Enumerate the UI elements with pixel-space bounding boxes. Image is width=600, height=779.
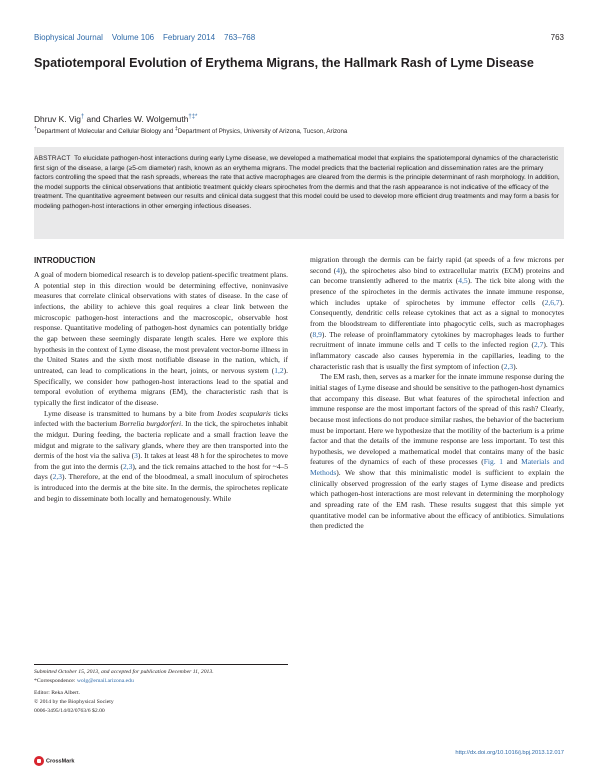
abstract-text: To elucidate pathogen-host interactions during early Lyme disease, we developed a mathematical model that explains the spatiotemporal dynamics of the characteristic first sign of the disease, a large (≥5-cm diameter) rash, known as an erythema migrans. The model predicts that the bacterial replication and dissemination rates are the primary factors controlling the speed that the rash spreads, whereas the rate that active macrophages are cleared from the dermis is the principle determinant of rash morphology. In addition, the model supports the clinical observations that antibiotic treatment quickly clears spirochetes from the dermis and that the rash appearance is not indicative of the efficacy of the treatment. The quantitative agreement between our results and clinical data suggest that this model could be used to develop more efficient drug treatments and may form a basis for modeling pathogen-host interactions in other emerging infectious diseases. (34, 155, 560, 210)
journal-volume: Volume 106 (111, 33, 155, 42)
author-affiliation-marker[interactable]: †‡* (188, 114, 198, 121)
page-number: 763 (550, 33, 564, 42)
doi-link[interactable]: http://dx.doi.org/10.1016/j.bpj.2013.12.017 (455, 750, 564, 756)
abstract-box (34, 147, 564, 239)
left-column (34, 270, 288, 504)
footnote-divider (34, 664, 288, 665)
submission-dates: Submitted October 15, 2013, and accepted for publication December 11, 2013. (34, 669, 214, 675)
author-name: Charles W. Wolgemuth (102, 114, 189, 124)
species-name: Borrelia burgdorferi (119, 419, 182, 429)
body-paragraph: A goal of modern biomedical research is to develop patient-specific treatment plans. A potential step in this direction would be determining effective, noninvasive measures that correlate clinical observations with states of disease. In the case of infections, the ability to achieve this goal requires a clear link between the microscopic pathogen-host interactions and the macroscopic, observable host response. Quantitative modeling of pathogen-host dynamics can potentially bridge the gap between these seemingly disparate length scales. Here we explore this hypothesis in the context of Lyme disease, the most prevalent vector-borne illness in the United States and the sixth most notifiable disease in the nation, which, if untreated, can lead to complications in the heart, joints, or nervous system (1,2). Specifically, we consider how pathogen-host interactions lead to the spatial and temporal evolution of erythema migrans (EM), the characteristic rash that is typically the first indicator of the disease. (34, 270, 288, 407)
affiliation-marker: ‡ (175, 126, 178, 132)
author-list (34, 114, 564, 124)
journal-pages: 763–768 (224, 33, 256, 42)
affiliation-text: Department of Physics, University of Arizona, Tucson, Arizona (177, 128, 348, 136)
citation-link[interactable]: 4,5 (458, 276, 468, 286)
author-affiliation-marker[interactable]: † (80, 114, 85, 121)
citation-link[interactable]: 2,3 (503, 361, 514, 371)
footnotes (34, 668, 288, 716)
crossmark-badge[interactable] (34, 756, 104, 766)
affiliation-text: Department of Molecular and Cellular Biology and (36, 128, 176, 136)
citation-link[interactable]: 2,3 (122, 461, 133, 471)
body-paragraph: migration through the dermis can be fairly rapid (at speeds of a few microns per second (4)), the spirochetes also bind to extracellular matrix (ECM) proteins and can become transiently adhered to the matrix (4,5). The tick bite along with the presence of the spirochetes in the dermis activates the innate immune response, which includes uptake of spirochetes by immune effector cells (2,6,7). Consequently, dendritic cells release cytokines that act as a signal to monocytes from the bloodstream to differentiate into phagocytic cells, such as macrophages (8,9). The release of proinflammatory cytokines by macrophages leads to further recruitment of innate immune cells and T cells to the infected region (2,7). This inflammatory cascade also causes hyperemia in the capillaries, leading to the characteristic rash that is usually the first symptom of infection (2,3). (310, 255, 565, 371)
email-link[interactable]: wolg@email.arizona.edu (76, 678, 134, 684)
body-paragraph: The EM rash, then, serves as a marker for the innate immune response during the initial stages of Lyme disease and should be sensitive to the pathogen-host dynamics that accompany this disease. But what features of the spirochetal infection and immune response are the most important factors of the spread of this rash? Clearly, because most infections do not produce similar rashes, the behavior of the bacterium must be important. Here we hypothesize that the motility of the bacterium is a prime factor and that the details of the immune response are less important. To test this hypothesis, we developed a mathematical model that contains many of the basic features of the dynamics of each of these processes (Fig. 1 and Materials and Methods). We show that this minimalistic model is sufficient to explain the clinically observed progression of the early stages of Lyme disease and predicts which pathogen-host interactions are most relevant in determining the morphology and spreading rate of the EM rash. These results suggest that this simple yet quantitative model can be informative about the efficacy of antibiotics. Simulations then predicted the (310, 372, 564, 531)
issn-line: 0006-3495/14/02/0763/6 $2.00 (34, 708, 105, 714)
crossmark-label: CrossMark (46, 758, 75, 765)
abstract-label: ABSTRACT (34, 155, 71, 162)
figure-link[interactable]: Fig. 1 (483, 457, 504, 467)
correspondence: *Correspondence: wolg@email.arizona.edu (34, 678, 134, 684)
citation-link[interactable]: 2,3 (52, 472, 62, 482)
journal-name[interactable]: Biophysical Journal (34, 33, 103, 42)
section-link[interactable]: Materials and Methods (310, 457, 564, 478)
citation-link[interactable]: 3 (134, 451, 138, 461)
citation-link[interactable]: 2,7 (533, 340, 544, 350)
citation-link[interactable]: 4 (336, 265, 341, 275)
article-title: Spatiotemporal Evolution of Erythema Migrans, the Hallmark Rash of Lyme Disease (34, 56, 534, 70)
editor-note: Editor: Reka Albert. (34, 690, 80, 696)
running-header (34, 33, 564, 47)
copyright-line: © 2014 by the Biophysical Society (34, 699, 114, 705)
body-paragraph: Lyme disease is transmitted to humans by a bite from Ixodes scapularis ticks infected with the bacterium Borrelia burgdorferi. In the tick, the spirochetes inhabit the midgut. During feeding, the bacteria replicate and a small fraction leave the midgut and migrate to the salivary glands, where they are then transported into the dermis of the host via the saliva (3). It takes at least 48 h for the spirochetes to move from the gut into the dermis (2,3), and the tick remains attached to the host for ~4–5 days (2,3). Therefore, at the end of the bloodmeal, a small inoculum of spirochetes is introduced into the dermis at the bite site. In the dermis, the spirochetes replicate and begin to disseminate both locally and hematogenously. While (34, 408, 288, 503)
affiliations (34, 126, 564, 135)
journal-date: February 2014 (163, 33, 216, 42)
citation-link[interactable]: 8,9 (312, 329, 322, 339)
author-name: Dhruv K. Vig (34, 114, 81, 124)
crossmark-icon (34, 756, 44, 766)
author-connector: and (84, 114, 103, 124)
affiliation-marker: † (34, 126, 37, 132)
citation-link[interactable]: 1,2 (274, 365, 284, 375)
species-name: Ixodes scapularis (217, 408, 271, 418)
section-heading: INTRODUCTION (34, 256, 96, 265)
abstract-paragraph (34, 154, 564, 212)
right-column (310, 255, 564, 532)
citation-link[interactable]: 2,6,7 (544, 297, 560, 307)
